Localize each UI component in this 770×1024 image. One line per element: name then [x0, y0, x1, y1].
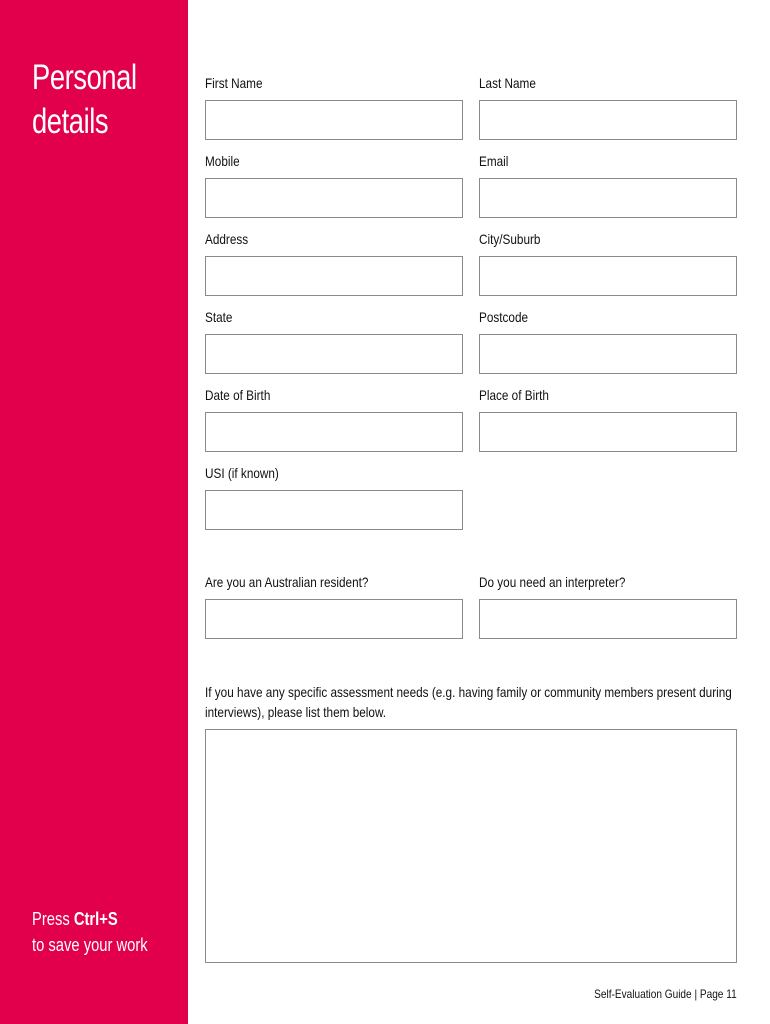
first-name-label: First Name — [205, 75, 263, 91]
date-of-birth-field[interactable] — [205, 412, 463, 452]
save-hint — [32, 906, 196, 958]
mobile-field[interactable] — [205, 178, 463, 218]
postcode-field[interactable] — [479, 334, 737, 374]
page-footer: Self-Evaluation Guide | Page 11 — [594, 987, 737, 1001]
city-suburb-label: City/Suburb — [479, 231, 541, 247]
address-field[interactable] — [205, 256, 463, 296]
usi-label: USI (if known) — [205, 465, 279, 481]
page-title-line-1: Personal — [32, 58, 137, 97]
assessment-needs-label: If you have any specific assessment needs (e.g. having family or community members present during interviews), please list them below. — [205, 684, 732, 720]
page-title — [32, 56, 149, 144]
assessment-needs-field[interactable] — [205, 729, 737, 963]
sidebar — [0, 0, 188, 1024]
last-name-label: Last Name — [479, 75, 536, 91]
place-of-birth-label: Place of Birth — [479, 387, 549, 403]
last-name-field[interactable] — [479, 100, 737, 140]
state-field[interactable] — [205, 334, 463, 374]
usi-field[interactable] — [205, 490, 463, 530]
email-field[interactable] — [479, 178, 737, 218]
first-name-field[interactable] — [205, 100, 463, 140]
state-label: State — [205, 309, 233, 325]
australian-resident-field[interactable] — [205, 599, 463, 639]
city-suburb-field[interactable] — [479, 256, 737, 296]
save-hint-prefix: Press — [32, 909, 74, 929]
interpreter-label: Do you need an interpreter? — [479, 574, 626, 590]
australian-resident-label: Are you an Australian resident? — [205, 574, 369, 590]
save-hint-keys: Ctrl+S — [73, 909, 118, 929]
mobile-label: Mobile — [205, 153, 240, 169]
place-of-birth-field[interactable] — [479, 412, 737, 452]
email-label: Email — [479, 153, 509, 169]
interpreter-field[interactable] — [479, 599, 737, 639]
address-label: Address — [205, 231, 249, 247]
postcode-label: Postcode — [479, 309, 529, 325]
save-hint-suffix: to save your work — [32, 935, 148, 955]
page-title-line-2: details — [32, 102, 109, 141]
date-of-birth-label: Date of Birth — [205, 387, 271, 403]
